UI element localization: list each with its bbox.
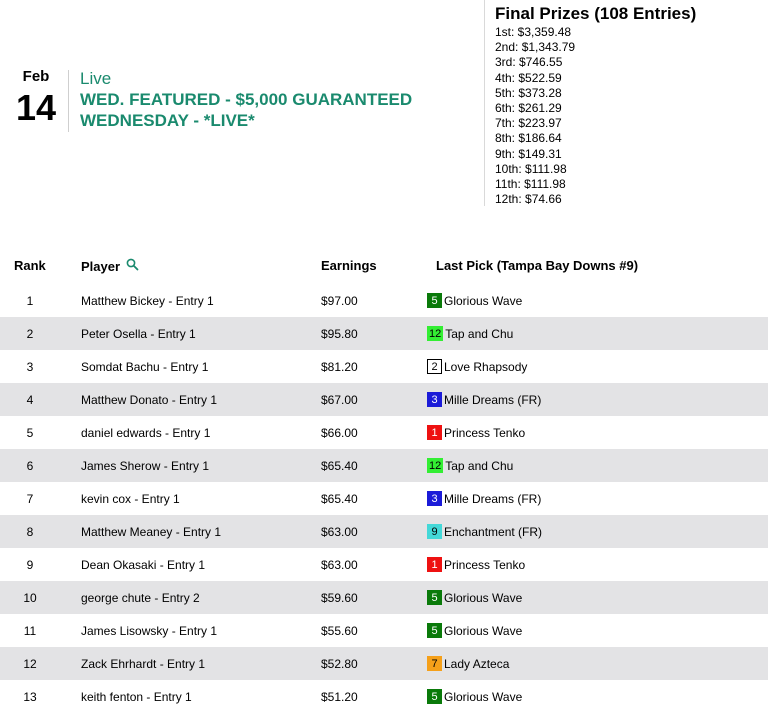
- row-last-pick: [427, 425, 525, 440]
- prize-item: 1st: $3,359.48: [495, 25, 572, 39]
- table-row[interactable]: [0, 614, 768, 647]
- row-rank: 3: [26, 360, 34, 374]
- event-status: Live: [80, 69, 112, 88]
- header-player: [81, 258, 139, 274]
- row-player[interactable]: Peter Osella - Entry 1: [81, 327, 196, 341]
- row-rank: 10: [23, 591, 37, 605]
- event-divider: [68, 70, 69, 132]
- header-last-pick: Last Pick (Tampa Bay Downs #9): [436, 258, 639, 273]
- row-last-pick: [427, 359, 527, 374]
- leaderboard-table: [0, 248, 768, 713]
- row-last-pick: [427, 392, 541, 407]
- program-number-badge: 5: [427, 590, 442, 605]
- table-row[interactable]: [0, 548, 768, 581]
- program-number-badge: 9: [427, 524, 442, 539]
- row-player[interactable]: Matthew Bickey - Entry 1: [81, 294, 214, 308]
- event-info: [80, 69, 460, 131]
- program-number-badge: 3: [427, 392, 442, 407]
- horse-name: Princess Tenko: [444, 425, 526, 440]
- table-row[interactable]: [0, 416, 768, 449]
- row-earnings: $51.20: [321, 690, 358, 704]
- row-earnings: $63.00: [321, 525, 358, 539]
- row-last-pick: [427, 293, 522, 308]
- prize-item: 4th: $522.59: [495, 70, 562, 85]
- table-row[interactable]: [0, 647, 768, 680]
- row-player[interactable]: Matthew Donato - Entry 1: [81, 393, 218, 407]
- horse-name: Enchantment (FR): [444, 524, 543, 539]
- row-last-pick: [427, 557, 525, 572]
- row-player[interactable]: Somdat Bachu - Entry 1: [81, 360, 209, 374]
- horse-name: Glorious Wave: [444, 293, 523, 308]
- row-player[interactable]: keith fenton - Entry 1: [81, 690, 192, 704]
- row-rank: 4: [26, 393, 34, 407]
- program-number-badge: 5: [427, 689, 442, 704]
- row-last-pick: [427, 524, 542, 539]
- horse-name: Glorious Wave: [444, 590, 523, 605]
- prize-item: 3rd: $746.55: [495, 55, 563, 70]
- program-number-badge: 5: [427, 293, 442, 308]
- row-last-pick: [427, 458, 513, 473]
- row-player[interactable]: Dean Okasaki - Entry 1: [81, 558, 206, 572]
- program-number-badge: 12: [429, 328, 442, 340]
- program-number-badge: 1: [427, 425, 442, 440]
- event-month: Feb: [22, 68, 50, 85]
- row-player[interactable]: Zack Ehrhardt - Entry 1: [81, 657, 206, 671]
- header-rank[interactable]: Rank: [14, 258, 46, 273]
- row-earnings: $59.60: [321, 591, 358, 605]
- table-row[interactable]: [0, 383, 768, 416]
- row-earnings: $65.40: [321, 459, 358, 473]
- prize-item: 11th: $111.98: [495, 177, 566, 192]
- prize-item: 5th: $373.28: [495, 85, 562, 100]
- table-row[interactable]: [0, 581, 768, 614]
- row-earnings: $95.80: [321, 327, 358, 341]
- row-player[interactable]: James Lisowsky - Entry 1: [81, 624, 218, 638]
- final-prizes-panel: [484, 0, 764, 206]
- row-player[interactable]: Matthew Meaney - Entry 1: [81, 525, 222, 539]
- row-last-pick: [427, 326, 513, 341]
- row-earnings: $97.00: [321, 294, 358, 308]
- horse-name: Tap and Chu: [445, 458, 514, 473]
- table-row[interactable]: [0, 449, 768, 482]
- row-earnings: $66.00: [321, 426, 358, 440]
- event-date: [14, 68, 58, 126]
- program-number-badge: 5: [427, 623, 442, 638]
- prize-list: [495, 25, 764, 207]
- table-header: [0, 248, 768, 284]
- program-number-badge: 7: [427, 656, 442, 671]
- prize-item: 7th: $223.97: [495, 116, 562, 131]
- row-earnings: $67.00: [321, 393, 358, 407]
- prize-item: 10th: $111.98: [495, 161, 567, 176]
- event-title: WED. FEATURED - $5,000 GUARANTEED WEDNESDAY - *LIVE*: [80, 90, 413, 130]
- prize-item: 12th: $74.66: [495, 192, 562, 207]
- row-last-pick: [427, 689, 522, 704]
- program-number-badge: 3: [427, 491, 442, 506]
- horse-name: Glorious Wave: [444, 623, 523, 638]
- prize-item: 6th: $261.29: [495, 101, 562, 116]
- row-rank: 11: [23, 624, 37, 638]
- row-rank: 6: [26, 459, 34, 473]
- program-number-badge: 2: [427, 359, 442, 374]
- row-rank: 13: [23, 690, 37, 704]
- row-rank: 8: [26, 525, 34, 539]
- row-last-pick: [427, 623, 522, 638]
- table-row[interactable]: [0, 515, 768, 548]
- horse-name: Princess Tenko: [444, 557, 526, 572]
- table-body: [0, 284, 768, 713]
- row-player[interactable]: daniel edwards - Entry 1: [81, 426, 211, 440]
- row-last-pick: [427, 491, 541, 506]
- prize-item: 2nd: $1,343.79: [495, 40, 576, 55]
- prize-item: 8th: $186.64: [495, 131, 562, 146]
- table-row[interactable]: [0, 317, 768, 350]
- header-earnings[interactable]: Earnings: [321, 258, 377, 273]
- row-player[interactable]: kevin cox - Entry 1: [81, 492, 180, 506]
- program-number-badge: 1: [427, 557, 442, 572]
- row-rank: 2: [26, 327, 34, 341]
- row-rank: 9: [26, 558, 34, 572]
- program-number-badge: 12: [429, 460, 442, 472]
- event-day: 14: [15, 87, 57, 128]
- horse-name: Love Rhapsody: [444, 359, 528, 374]
- row-rank: 5: [26, 426, 34, 440]
- horse-name: Lady Azteca: [444, 656, 510, 671]
- horse-name: Mille Dreams (FR): [444, 491, 542, 506]
- row-earnings: $81.20: [321, 360, 358, 374]
- row-earnings: $55.60: [321, 624, 358, 638]
- prize-item: 9th: $149.31: [495, 146, 562, 161]
- row-rank: 1: [26, 294, 34, 308]
- row-earnings: $52.80: [321, 657, 358, 671]
- row-last-pick: [427, 590, 522, 605]
- table-row[interactable]: [0, 680, 768, 713]
- row-player[interactable]: george chute - Entry 2: [81, 591, 200, 605]
- header-player-label[interactable]: Player: [81, 258, 121, 274]
- table-row[interactable]: [0, 284, 768, 317]
- horse-name: Mille Dreams (FR): [444, 392, 542, 407]
- table-row[interactable]: [0, 482, 768, 515]
- horse-name: Glorious Wave: [444, 689, 523, 704]
- final-prizes-title: Final Prizes (108 Entries): [495, 4, 697, 23]
- row-rank: 12: [23, 657, 37, 671]
- row-last-pick: [427, 656, 509, 671]
- row-rank: 7: [26, 492, 34, 506]
- table-row[interactable]: [0, 350, 768, 383]
- search-icon[interactable]: [126, 258, 139, 274]
- horse-name: Tap and Chu: [445, 326, 514, 341]
- row-player[interactable]: James Sherow - Entry 1: [81, 459, 210, 473]
- row-earnings: $65.40: [321, 492, 358, 506]
- row-earnings: $63.00: [321, 558, 358, 572]
